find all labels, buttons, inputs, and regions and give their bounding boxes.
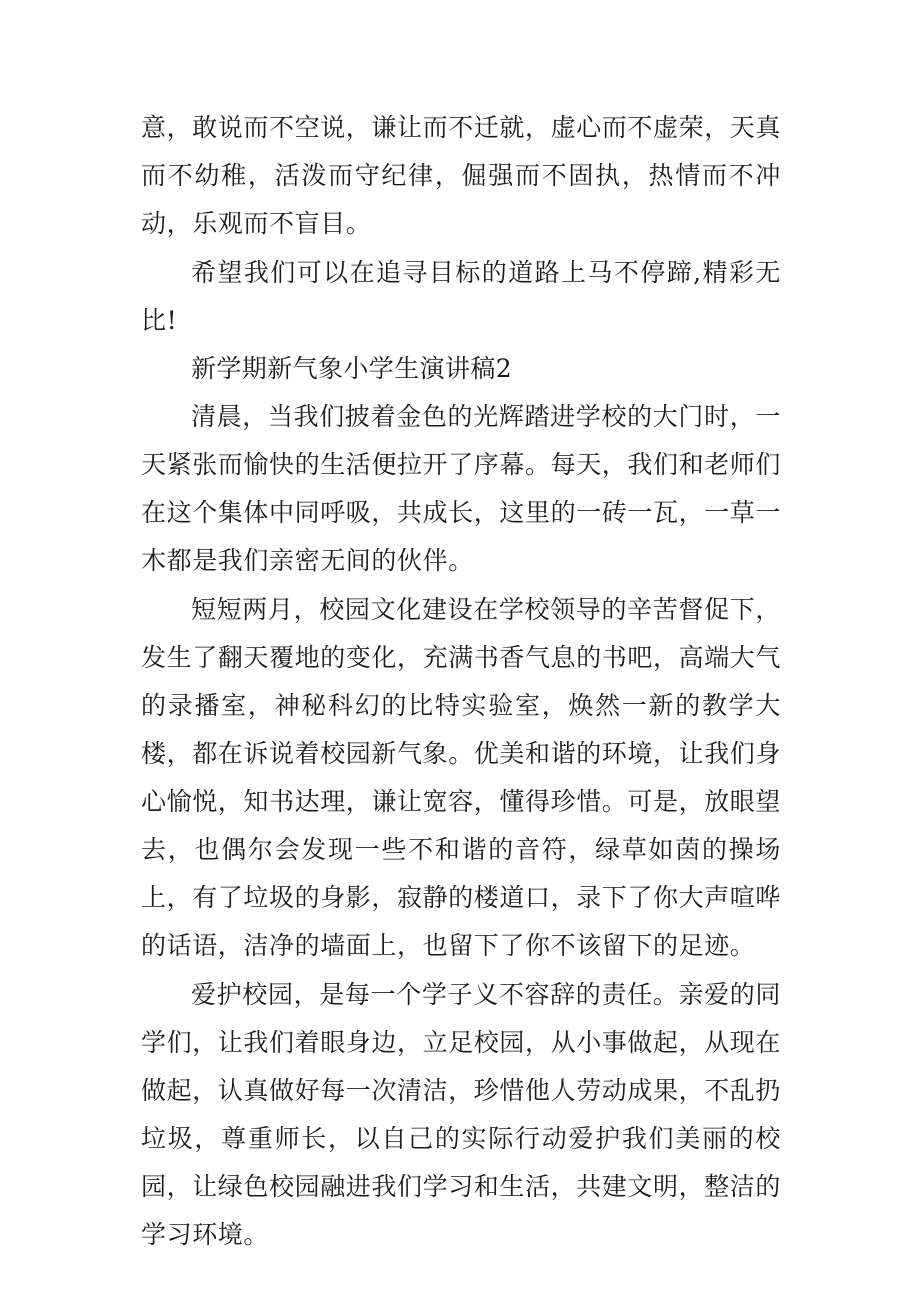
paragraph-campus-change: 短短两月，校园文化建设在学校领导的辛苦督促下，发生了翻天覆地的变化，充满书香气息的书吧，高端大气的录播室，神秘科幻的比特实验室，焕然一新的教学大楼，都在诉说着校园新气象。优美和谐的环境，让我们身心愉悦，知书达理，谦让宽容，懂得珍惜。可是，放眼望去，也偶尔会发现一些不和谐的音符，绿草如茵的操场上，有了垃圾的身影，寂静的楼道口，录下了你大声喧哗的话语，洁净的墙面上，也留下了你不该留下的足迹。 xyxy=(141,595,782,960)
paragraph-closing-qualities: 意，敢说而不空说，谦让而不迁就，虚心而不虚荣，天真而不幼稚，活泼而守纪律，倔强而不固执，热情而不冲动，乐观而不盲目。 xyxy=(141,113,782,238)
paragraph-hope: 希望我们可以在追寻目标的道路上马不停蹄,精彩无比! xyxy=(141,258,781,335)
paragraph-morning: 清晨，当我们披着金色的光辉踏进学校的大门时，一天紧张而愉快的生活便拉开了序幕。每天，我们和老师们在这个集体中同呼吸，共成长，这里的一砖一瓦，一草一木都是我们亲密无间的伙伴。 xyxy=(141,402,782,575)
speech-title: 新学期新气象小学生演讲稿2 xyxy=(191,354,513,383)
paragraph-protect-campus: 爱护校园，是每一个学子义不容辞的责任。亲爱的同学们，让我们着眼身边，立足校园，从小事做起，从现在做起，认真做好每一次清洁，珍惜他人劳动成果，不乱扔垃圾，尊重师长，以自己的实际行动爱护我们美丽的校园，让绿色校园融进我们学习和生活，共建文明，整洁的学习环境。 xyxy=(141,980,782,1249)
document-body xyxy=(141,104,781,1259)
